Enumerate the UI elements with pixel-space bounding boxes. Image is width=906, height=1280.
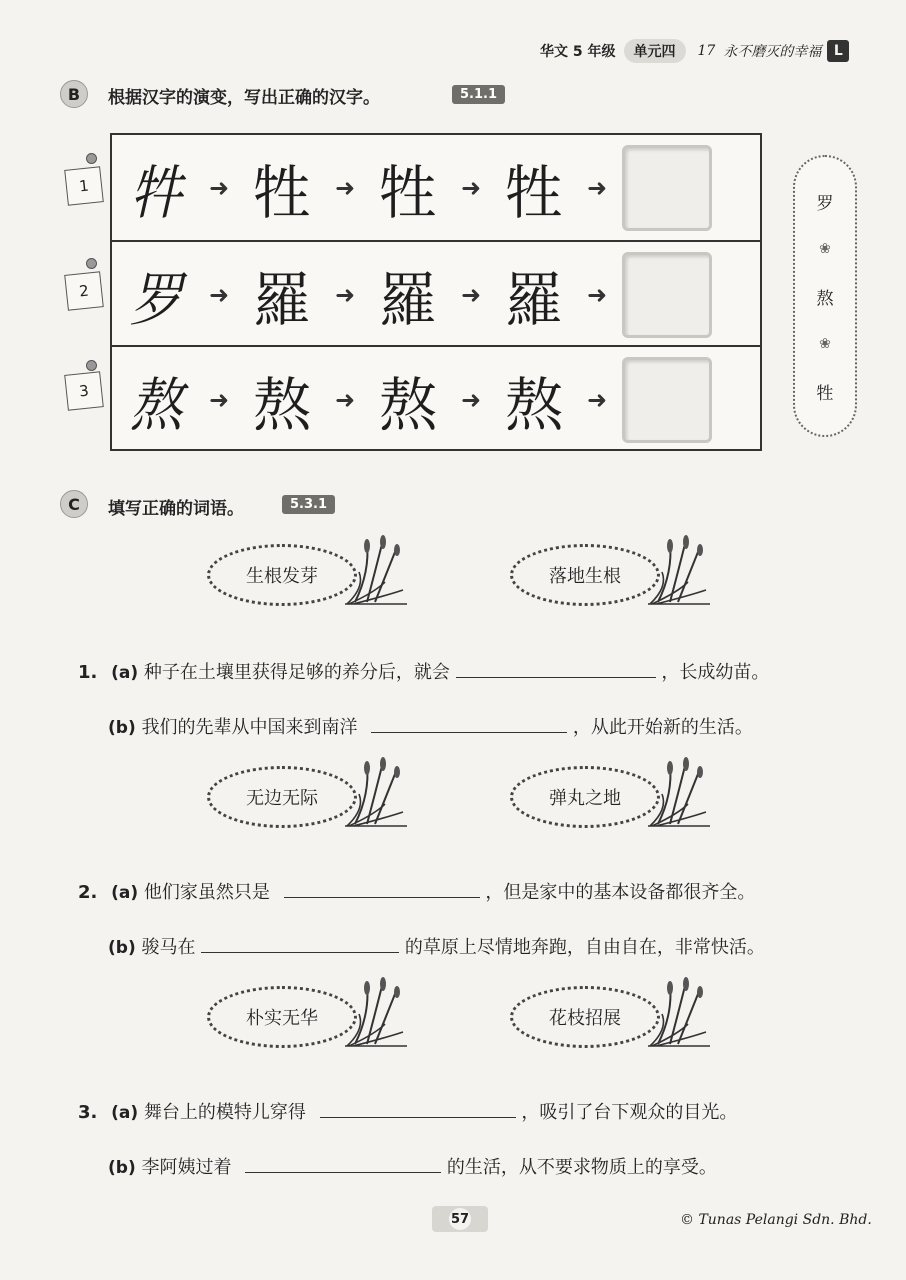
reed-icon [345,974,409,1050]
answer-box-2[interactable] [622,252,712,338]
lesson-number: 17 [697,43,716,59]
section-c-title: 填写正确的词语。 [108,499,244,519]
glyph-stage-4: 羅 [504,265,563,334]
question-text-before: 他们家虽然只是 [143,882,270,903]
answer-blank[interactable] [245,1156,441,1173]
grade-label: 华文 5 年级 [540,44,616,60]
question-text-after: ，但是家中的基本设备都很齐全。 [485,882,756,903]
section-b-badge: B [60,80,88,108]
question-text-before: 我们的先辈从中国来到南洋 [141,717,358,738]
reed-icon [345,532,409,608]
glyph-stage-3: 牲 [378,158,437,227]
lesson-title: 永不磨灭的幸福 [723,44,822,60]
question-label: (b) [108,718,136,738]
section-b-code: 5.1.1 [452,85,505,104]
question-number: 1. [78,662,98,683]
row-number-1: 1 [64,166,104,206]
question-label: (b) [108,1158,136,1178]
arrow-right-icon: ➜ [460,385,482,414]
question-2a [78,878,755,904]
arrow-right-icon: ➜ [586,173,608,202]
glyph-stage-3: 羅 [378,265,437,334]
reed-icon [345,754,409,830]
publisher-logo-icon: L [827,40,849,62]
word-bubble-text: 落地生根 [510,544,660,606]
page-number [432,1206,488,1232]
answer-box-3[interactable] [622,357,712,443]
answer-blank[interactable] [284,881,480,898]
word-bubble-text: 朴实无华 [207,986,357,1048]
ancient-glyph: 熬 [129,370,183,439]
question-text-after: 的生活，从不要求物质上的享受。 [446,1157,717,1178]
question-label: (a) [111,663,139,683]
arrow-right-icon: ➜ [586,280,608,309]
flower-icon: ❀ [819,240,831,257]
glyph-stage-2: 熬 [252,370,311,439]
word-bubble [510,540,710,608]
arrow-right-icon: ➜ [208,173,230,202]
question-text-before: 李阿姨过着 [141,1157,232,1178]
pin-icon [86,258,97,269]
glyph-stage-2: 牲 [252,158,311,227]
arrow-right-icon: ➜ [334,280,356,309]
reed-icon [648,532,712,608]
glyph-stage-4: 牲 [504,158,563,227]
arrow-right-icon: ➜ [208,385,230,414]
word-bubble [510,762,710,830]
word-bubble [207,982,407,1050]
row-number-3: 3 [64,371,104,411]
word-bubble-text: 花枝招展 [510,986,660,1048]
question-label: (a) [111,883,139,903]
arrow-right-icon: ➜ [460,280,482,309]
question-text-before: 骏马在 [141,937,196,958]
question-label: (a) [111,1103,139,1123]
question-text-after: 的草原上尽情地奔跑，自由自在，非常快活。 [404,937,765,958]
word-bubble [207,762,407,830]
glyph-stage-2: 羅 [252,265,311,334]
question-text-after: ，吸引了台下观众的目光。 [521,1102,738,1123]
question-text-after: ，从此开始新的生活。 [572,717,753,738]
pin-icon [86,360,97,371]
evolution-row-1 [112,135,760,240]
question-label: (b) [108,938,136,958]
unit-badge: 单元四 [624,39,686,63]
reed-icon [648,754,712,830]
ancient-glyph: 罗 [129,265,183,334]
section-c-code: 5.3.1 [282,495,335,514]
arrow-right-icon: ➜ [208,280,230,309]
question-number: 3. [78,1102,98,1123]
option-word: 牲 [816,383,834,404]
evolution-row-2 [112,240,760,347]
flower-icon: ❀ [819,335,831,352]
word-bubble-text: 生根发芽 [207,544,357,606]
reed-icon [648,974,712,1050]
page-number-text: 57 [449,1208,471,1230]
question-3b [108,1153,717,1179]
character-evolution-table [110,133,762,451]
glyph-stage-4: 熬 [504,370,563,439]
glyph-stage-3: 熬 [378,370,437,439]
pin-icon [86,153,97,164]
evolution-row-3 [112,345,760,452]
question-1b [108,713,753,739]
copyright-notice: © Tunas Pelangi Sdn. Bhd. [680,1212,872,1228]
answer-blank[interactable] [320,1101,516,1118]
option-word: 罗 [816,193,834,214]
word-bubble [510,982,710,1050]
arrow-right-icon: ➜ [460,173,482,202]
arrow-right-icon: ➜ [586,385,608,414]
answer-blank[interactable] [456,661,656,678]
question-text-before: 舞台上的模特儿穿得 [143,1102,306,1123]
question-text-before: 种子在土壤里获得足够的养分后，就会 [143,662,450,683]
question-2b [108,933,765,959]
word-bubble-text: 无边无际 [207,766,357,828]
question-text-after: ，长成幼苗。 [661,662,770,683]
word-bubble-text: 弹丸之地 [510,766,660,828]
arrow-right-icon: ➜ [334,173,356,202]
ancient-glyph: 牪 [129,158,183,227]
answer-blank[interactable] [201,936,399,953]
arrow-right-icon: ➜ [334,385,356,414]
row-number-2: 2 [64,271,104,311]
page-header [540,38,849,64]
section-b-title: 根据汉字的演变，写出正确的汉字。 [108,88,380,108]
question-number: 2. [78,882,98,903]
question-1a [78,658,769,684]
answer-box-1[interactable] [622,145,712,231]
question-3a [78,1098,737,1124]
word-options-tag [793,155,857,437]
word-bubble [207,540,407,608]
answer-blank[interactable] [371,716,567,733]
option-word: 熬 [816,288,834,309]
section-c-badge: C [60,490,88,518]
